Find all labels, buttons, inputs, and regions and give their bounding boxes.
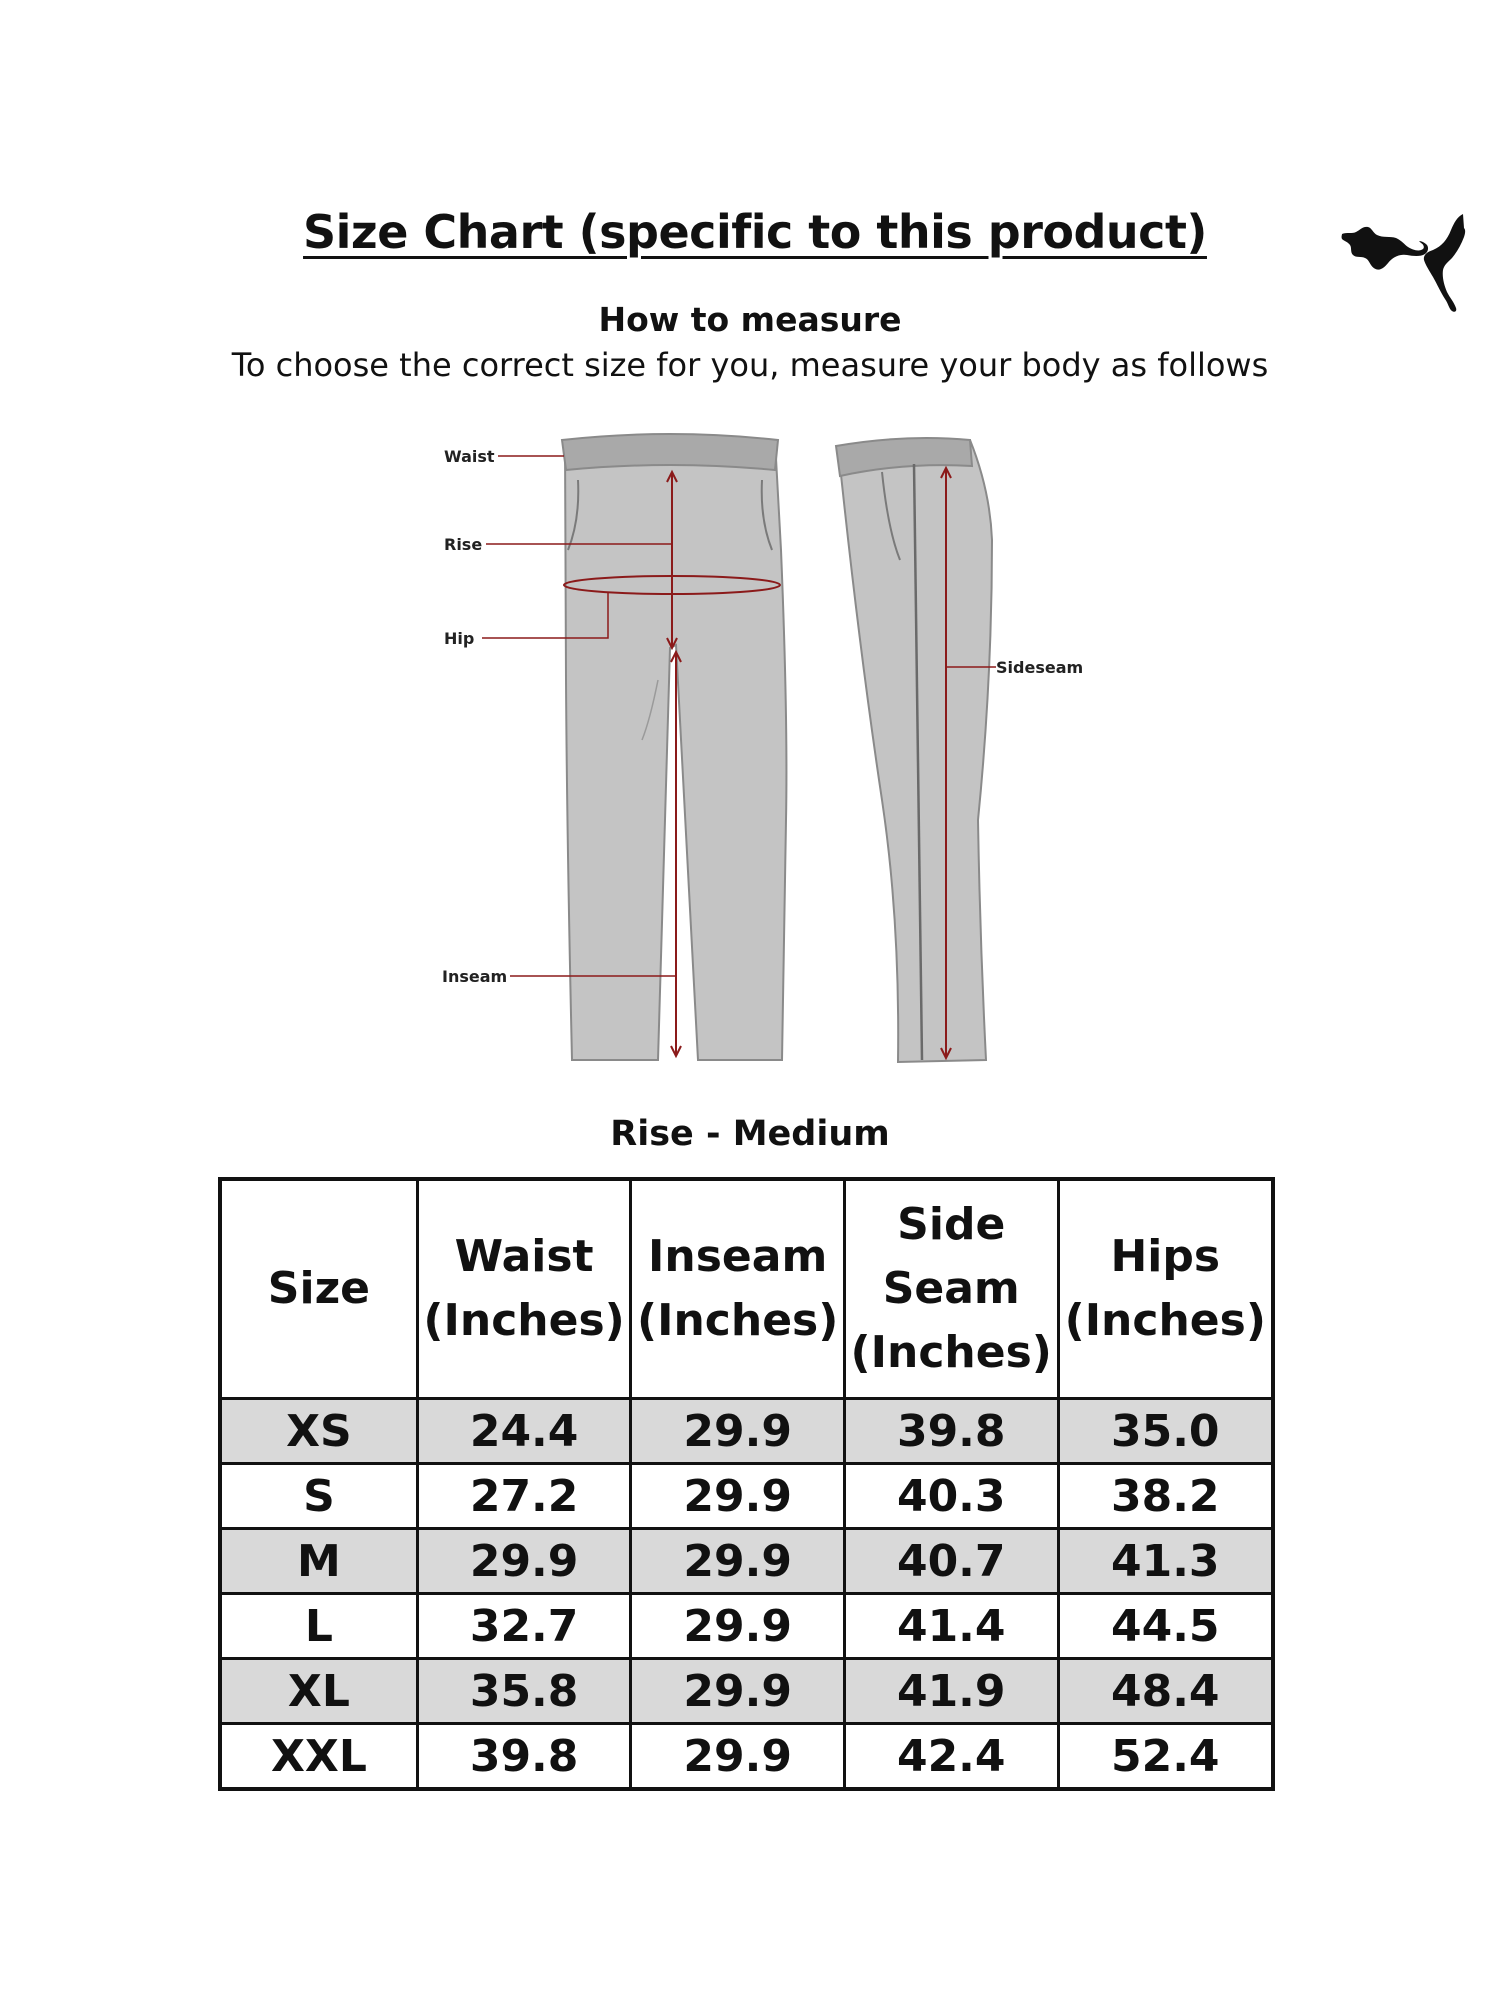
header-waist: Waist (Inches) <box>417 1179 631 1399</box>
cell-inseam: 29.9 <box>631 1529 845 1594</box>
label-inseam: Inseam <box>442 967 508 986</box>
pants-front-view <box>482 434 786 1060</box>
table-row <box>220 1399 1273 1464</box>
cell-inseam: 29.9 <box>631 1464 845 1529</box>
cell-hips: 41.3 <box>1058 1529 1273 1594</box>
label-sideseam: Sideseam <box>996 658 1084 677</box>
cell-waist: 24.4 <box>417 1399 631 1464</box>
table-header-row <box>220 1179 1273 1399</box>
cell-waist: 35.8 <box>417 1659 631 1724</box>
cell-inseam: 29.9 <box>631 1724 845 1790</box>
cell-size: XS <box>220 1399 417 1464</box>
pants-measurement-diagram <box>430 420 1110 1100</box>
cell-size: S <box>220 1464 417 1529</box>
cell-hips: 44.5 <box>1058 1594 1273 1659</box>
cell-side-seam: 41.4 <box>844 1594 1058 1659</box>
header-side-seam: Side Seam (Inches) <box>844 1179 1058 1399</box>
cell-size: XXL <box>220 1724 417 1790</box>
label-hip: Hip <box>444 629 475 648</box>
cell-hips: 35.0 <box>1058 1399 1273 1464</box>
how-to-measure-heading: How to measure <box>598 300 902 339</box>
label-waist: Waist <box>444 447 495 466</box>
cell-hips: 52.4 <box>1058 1724 1273 1790</box>
rise-label: Rise - Medium <box>610 1114 890 1154</box>
cell-side-seam: 40.3 <box>844 1464 1058 1529</box>
label-rise: Rise <box>444 535 483 554</box>
page-title: Size Chart (specific to this product) <box>303 205 1207 259</box>
cell-side-seam: 42.4 <box>844 1724 1058 1790</box>
table-row <box>220 1529 1273 1594</box>
cell-size: XL <box>220 1659 417 1724</box>
cell-waist: 27.2 <box>417 1464 631 1529</box>
cell-size: M <box>220 1529 417 1594</box>
cell-side-seam: 41.9 <box>844 1659 1058 1724</box>
table-row <box>220 1659 1273 1724</box>
table-row <box>220 1464 1273 1529</box>
cell-waist: 29.9 <box>417 1529 631 1594</box>
header-hips: Hips (Inches) <box>1058 1179 1273 1399</box>
cell-hips: 48.4 <box>1058 1659 1273 1724</box>
cell-inseam: 29.9 <box>631 1659 845 1724</box>
header-inseam: Inseam (Inches) <box>631 1179 845 1399</box>
cell-size: L <box>220 1594 417 1659</box>
size-table <box>218 1177 1275 1791</box>
cell-inseam: 29.9 <box>631 1594 845 1659</box>
cell-waist: 32.7 <box>417 1594 631 1659</box>
table-row <box>220 1724 1273 1790</box>
cell-hips: 38.2 <box>1058 1464 1273 1529</box>
cell-side-seam: 40.7 <box>844 1529 1058 1594</box>
table-row <box>220 1594 1273 1659</box>
measure-instruction: To choose the correct size for you, measure your body as follows <box>231 346 1269 384</box>
header-size: Size <box>220 1179 417 1399</box>
pants-side-view <box>836 438 996 1062</box>
cell-inseam: 29.9 <box>631 1399 845 1464</box>
cell-side-seam: 39.8 <box>844 1399 1058 1464</box>
cell-waist: 39.8 <box>417 1724 631 1790</box>
